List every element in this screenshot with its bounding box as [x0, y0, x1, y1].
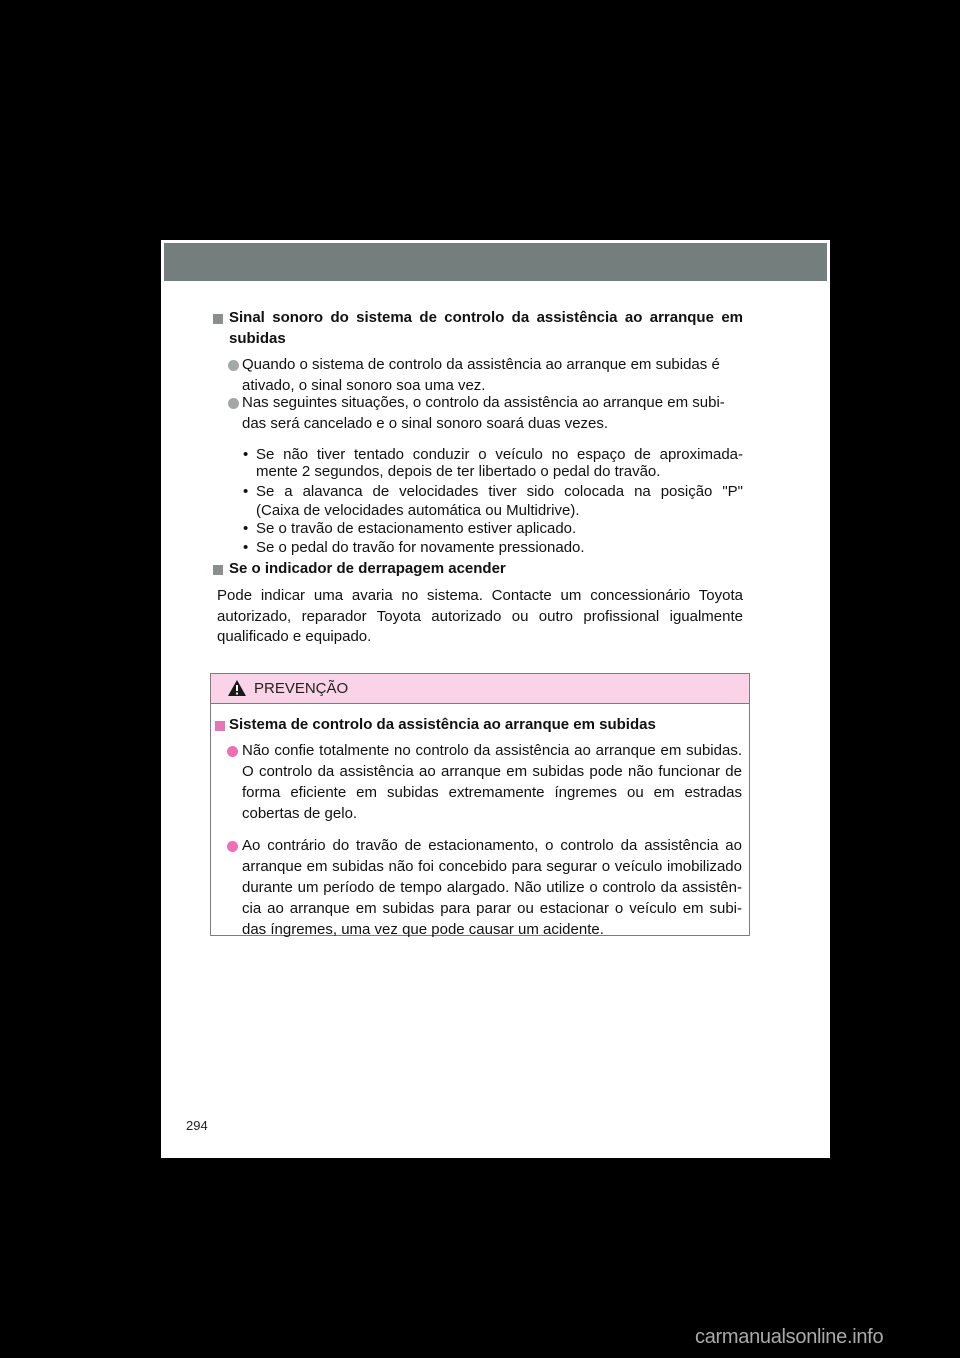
- caution-text: das íngremes, uma vez que pode causar um acidente.: [242, 921, 604, 938]
- bullet-dot-icon: [228, 360, 239, 371]
- sub-bullet-icon: •: [243, 483, 249, 500]
- manual-page: [161, 240, 830, 1158]
- sub-bullet-text: Se não tiver tentado conduzir o veículo no espaço de aproximada-: [256, 446, 743, 463]
- caution-text: forma eficiente em subidas extremamente íngremes ou em estradas: [242, 784, 742, 801]
- caution-text: Não confie totalmente no controlo da assistência ao arranque em subidas.: [242, 742, 742, 759]
- watermark-text: carmanualsonline.info: [695, 1326, 884, 1348]
- paragraph-line: qualificado e equipado.: [217, 628, 372, 645]
- section-title: Sinal sonoro do sistema de controlo da assistência ao arranque em: [229, 309, 743, 326]
- warning-triangle-icon: [227, 679, 247, 697]
- bullet-text: Nas seguintes situações, o controlo da assistência ao arranque em subi-: [242, 394, 725, 411]
- sub-bullet-icon: •: [243, 446, 249, 463]
- sub-bullet-text: (Caixa de velocidades automática ou Multidrive).: [256, 502, 580, 519]
- caution-text: durante um período de tempo alargado. Não utilize o controlo da assistên-: [242, 879, 742, 896]
- page-number: 294: [186, 1118, 208, 1133]
- bullet-dot-icon: [228, 398, 239, 409]
- caution-text: O controlo da assistência ao arranque em subidas pode não funcionar de: [242, 763, 742, 780]
- caution-text: cia ao arranque em subidas para parar ou estacionar o veículo em subi-: [242, 900, 742, 917]
- bullet-text: ativado, o sinal sonoro soa uma vez.: [242, 377, 486, 394]
- page-header-bar: [164, 243, 827, 281]
- paragraph-line: Pode indicar uma avaria no sistema. Contacte um concessionário Toyota: [217, 587, 743, 604]
- section-marker-icon: [213, 314, 223, 324]
- section-marker-icon: [213, 565, 223, 575]
- bullet-text: das será cancelado e o sinal sonoro soará duas vezes.: [242, 415, 609, 432]
- section-title-cont: subidas: [229, 330, 286, 347]
- caution-box: [210, 673, 750, 936]
- section-title: Se o indicador de derrapagem acender: [229, 560, 506, 577]
- caution-section-title: Sistema de controlo da assistência ao arranque em subidas: [229, 716, 656, 733]
- bullet-dot-icon: [227, 746, 238, 757]
- sub-bullet-text: Se o travão de estacionamento estiver aplicado.: [256, 520, 577, 537]
- bullet-dot-icon: [227, 841, 238, 852]
- sub-bullet-icon: •: [243, 539, 249, 556]
- section-marker-icon: [215, 721, 225, 731]
- caution-text: cobertas de gelo.: [242, 805, 358, 822]
- sub-bullet-text: Se o pedal do travão for novamente pressionado.: [256, 539, 585, 556]
- sub-bullet-text: Se a alavanca de velocidades tiver sido colocada na posição "P": [256, 483, 743, 500]
- sub-bullet-icon: •: [243, 520, 249, 537]
- caution-text: arranque em subidas não foi concebido para segurar o veículo imobilizado: [242, 858, 742, 875]
- paragraph-line: autorizado, reparador Toyota autorizado ou outro profissional igualmente: [217, 608, 743, 625]
- caution-title: PREVENÇÃO: [254, 680, 349, 697]
- caution-header: [211, 674, 749, 704]
- sub-bullet-text: mente 2 segundos, depois de ter libertado o pedal do travão.: [256, 463, 661, 480]
- bullet-text: Quando o sistema de controlo da assistência ao arranque em subidas é: [242, 356, 720, 373]
- caution-text: Ao contrário do travão de estacionamento, o controlo da assistência ao: [242, 837, 742, 854]
